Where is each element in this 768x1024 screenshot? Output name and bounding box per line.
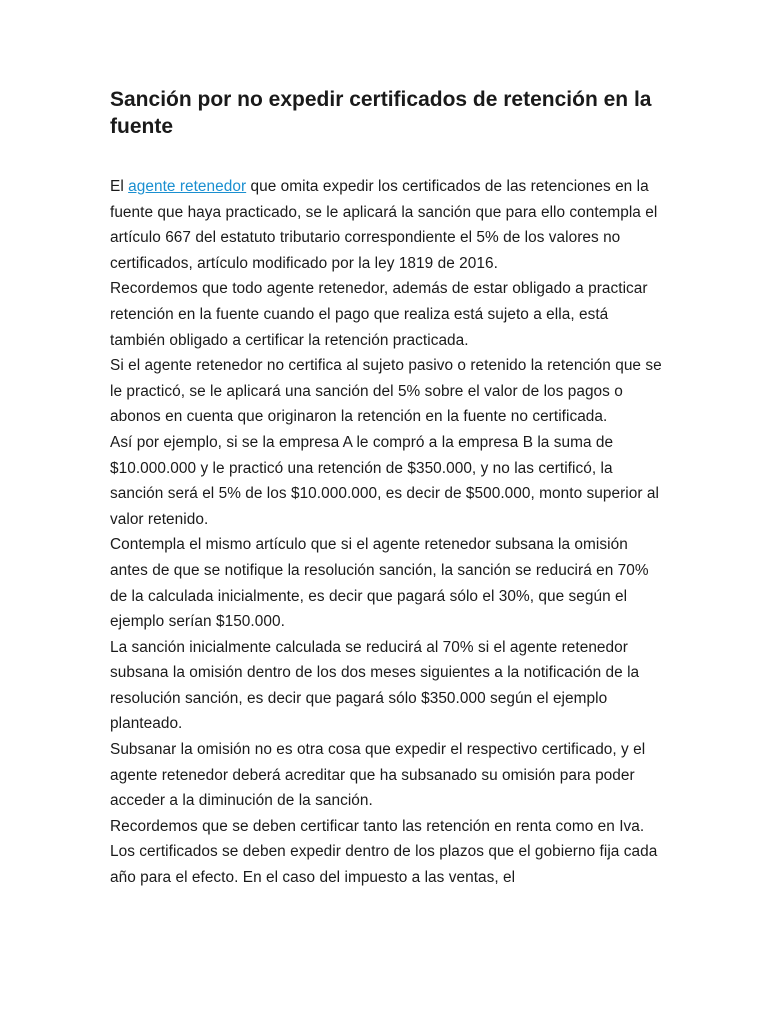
paragraph-1-prefix: El <box>110 178 129 195</box>
paragraph-1-suffix: que omita expedir los certificados de las retenciones en la fuente que haya practicado, se le aplicará la sanción que para ello contempla el artículo 667 del estatuto tributario correspondiente el 5% de los valores no certificados, artículo modificado por la ley 1819 de 2016. <box>110 178 658 272</box>
paragraph-6: La sanción inicialmente calculada se reducirá al 70% si el agente retenedor subsana la omisión dentro de los dos meses siguientes a la notificación de la resolución sanción, es decir que pagará sólo $350.000 según el ejemplo planteado. <box>110 638 640 733</box>
paragraph-3: Si el agente retenedor no certifica al sujeto pasivo o retenido la retención que se le practicó, se le aplicará una sanción del 5% sobre el valor de los pagos o abonos en cuenta que originaron la retención en la fuente no certificada. <box>110 357 662 426</box>
page-title: Sanción por no expedir certificados de retención en la fuente <box>110 88 652 138</box>
paragraph-5: Contempla el mismo artículo que si el agente retenedor subsana la omisión antes de que se notifique la resolución sanción, la sanción se reducirá en 70% de la calculada inicialmente, es decir que pagará sólo el 30%, que según el ejemplo serían $150.000. <box>110 536 649 631</box>
document-body <box>110 174 662 891</box>
paragraph-8: Recordemos que se deben certificar tanto las retención en renta como en Iva. <box>110 817 645 835</box>
document-page <box>110 86 662 891</box>
agente-retenedor-link[interactable]: agente retenedor <box>128 178 247 195</box>
paragraph-4: Así por ejemplo, si se la empresa A le compró a la empresa B la suma de $10.000.000 y le practicó una retención de $350.000, y no las certificó, la sanción será el 5% de los $10.000.000, es decir de $500.000, monto superior al valor retenido. <box>110 433 659 528</box>
paragraph-9: Los certificados se deben expedir dentro de los plazos que el gobierno fija cada año para el efecto. En el caso del impuesto a las ventas, el <box>110 843 658 887</box>
paragraph-1 <box>110 174 662 276</box>
paragraph-2: Recordemos que todo agente retenedor, además de estar obligado a practicar retención en la fuente cuando el pago que realiza está sujeto a ella, está también obligado a certificar la retención practicada. <box>110 280 648 349</box>
paragraph-7: Subsanar la omisión no es otra cosa que expedir el respectivo certificado, y el agente retenedor deberá acreditar que ha subsanado su omisión para poder acceder a la diminución de la sanción. <box>110 741 646 810</box>
